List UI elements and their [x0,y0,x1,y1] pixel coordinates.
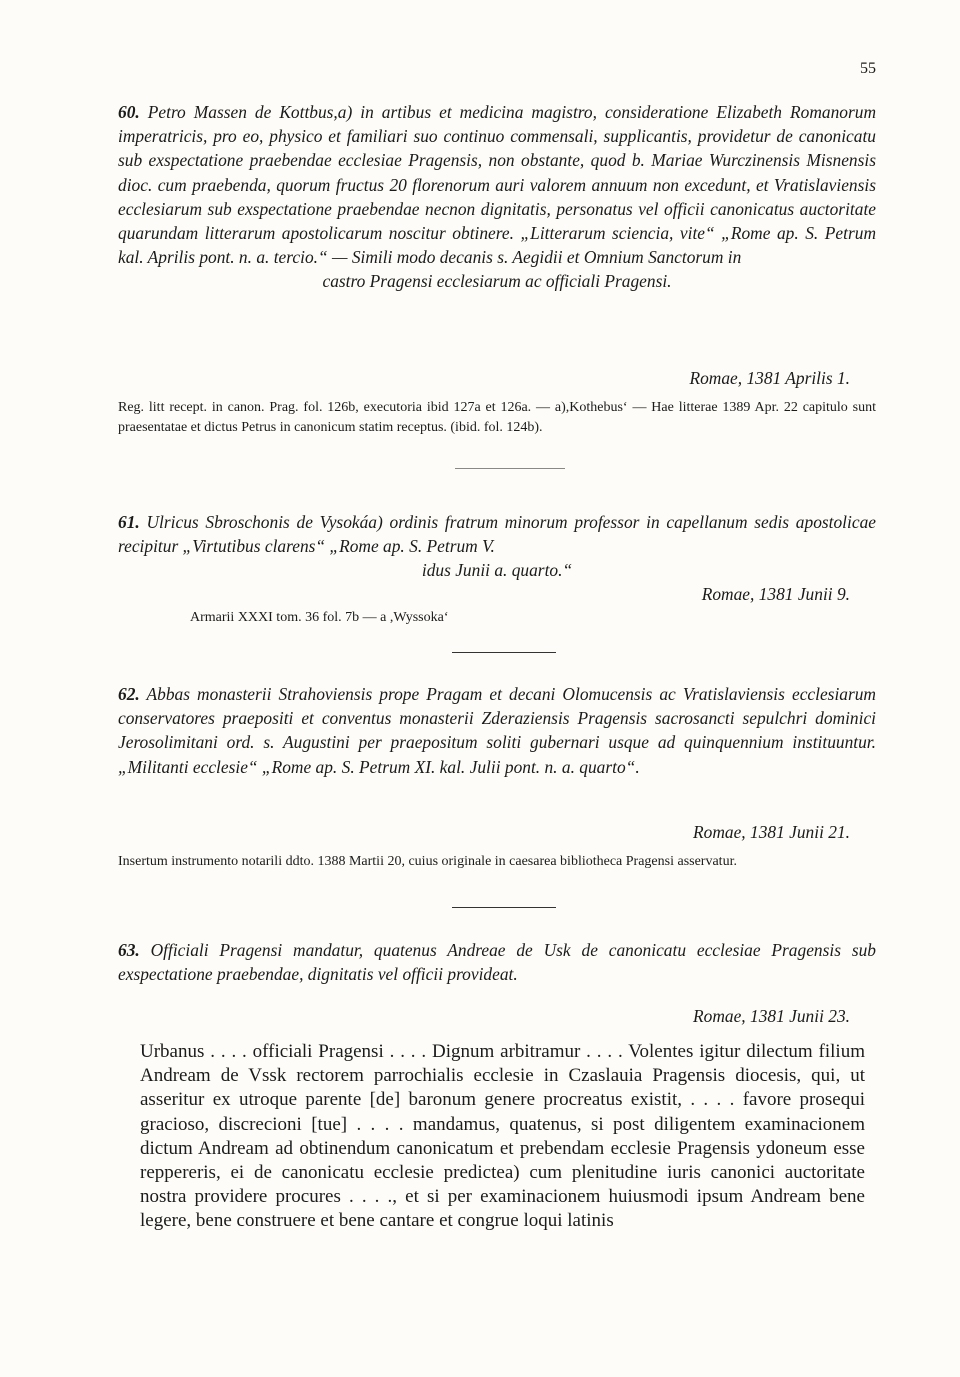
entry-text-last-line: castro Pragensi ecclesiarum ac officiali Pragensi. [322,271,672,292]
entry-number: 60. [118,102,140,122]
entry-number: 61. [118,512,140,532]
entry-number: 63. [118,940,140,960]
divider [455,468,565,469]
entry-60 [118,100,876,294]
page-number: 55 [860,60,876,77]
entry-text: Abbas monasterii Strahoviensis prope Pragam et decani Olomucensis ac Vratislaviensis ecclesiarum conservatores praepositi et conventus monasterii Zderaziensis Pragensis sacrosancti sepulchri dominici Jerosolimitani ord. s. Augustini per praepositum soliti gubernari usque ad quinquennium instituuntur. „Militanti ecclesie“ „Rome ap. S. Petrum XI. kal. Julii pont. n. a. quarto“. [118,684,876,777]
entry-note: Armarii XXXI tom. 36 fol. 7b — a ,Wyssoka‘ [190,610,449,625]
entry-date: Romae, 1381 Junii 9. [701,584,850,604]
entry-number: 62. [118,684,140,704]
entry-text: Officiali Pragensi mandatur, quatenus Andreae de Usk de canonicatu ecclesiae Pragensis sub exspectatione praebendae, dignitatis vel officii provideat. [118,940,876,985]
divider [452,652,556,653]
entry-note: Insertum instrumento notarili ddto. 1388 Martii 20, cuius originale in caesarea bibliotheca Pragensi asservatur. [118,854,737,869]
divider [452,907,556,908]
entry-text-last-line: idus Junii a. quarto.“ [421,560,573,581]
entry-63 [118,938,876,986]
entry-date: Romae, 1381 Junii 21. [693,822,850,842]
document-body: Urbanus . . . . officiali Pragensi . . . . Dignum arbitramur . . . . Volentes igitur dilectum filium Andream de Vssk rectorem parrochialis ecclesie in Czaslauia Pragensis diocesis, qui, ut asseritur ex utroque parente [de] baronum genere procreatus existit, . . . . favore prosequi gracioso, discrecioni [tue] . . . . mandamus, quatenus, si post diligentem examinacionem dictum Andream ad obtinendum canonicatum et prebendam ecclesie Pragensis ydoneum esse reppereris, ei de canonicatu ecclesie predictea) cum plenitudine iuris canonici auctoritate nostra providere procures . . . ., et si per examinacionem huiusmodi ipsum Andream bene legere, bene construere et bene cantare et congrue loqui latinis [140,1041,865,1232]
entry-62 [118,682,876,779]
entry-text: Petro Massen de Kottbus,a) in artibus et medicina magistro, consideratione Elizabeth Romanorum imperatricis, pro eo, physico et familiari suo continuo commensali, supplicantis, providetur de canonicatu sub exspectatione praebendae ecclesiae Pragensis, non obstante, quod b. Mariae Wurczinensis Misnensis dioc. cum praebenda, quorum fructus 20 florenorum auri valorem annuum non excedunt, et Vratislaviensis ecclesiarum sub exspectatione praebendae necnon dignitatis, personatus vel officii canonicatus auctoritate quarundam litterarum apostolicarum noscitur obtinere. „Litterarum sciencia, vite“ „Rome ap. S. Petrum kal. Aprilis pont. n. a. tercio.“ — Simili modo decanis s. Aegidii et Omnium Sanctorum in [118,102,876,268]
entry-61 [118,510,876,583]
entry-note: Reg. litt recept. in canon. Prag. fol. 126b, executoria ibid 127a et 126a. — a),Kothebus‘ — Hae litterae 1389 Apr. 22 capitulo sunt praesentatae et dictus Petrus in canonicum statim receptus. (ibid. fol. 124b). [118,400,876,435]
entry-date: Romae, 1381 Junii 23. [693,1006,850,1026]
entry-date: Romae, 1381 Aprilis 1. [689,368,850,388]
entry-text: Ulricus Sbroschonis de Vysokáa) ordinis fratrum minorum professor in capellanum sedis apostolicae recipitur „Virtutibus clarens“ „Rome ap. S. Petrum V. [118,512,876,557]
